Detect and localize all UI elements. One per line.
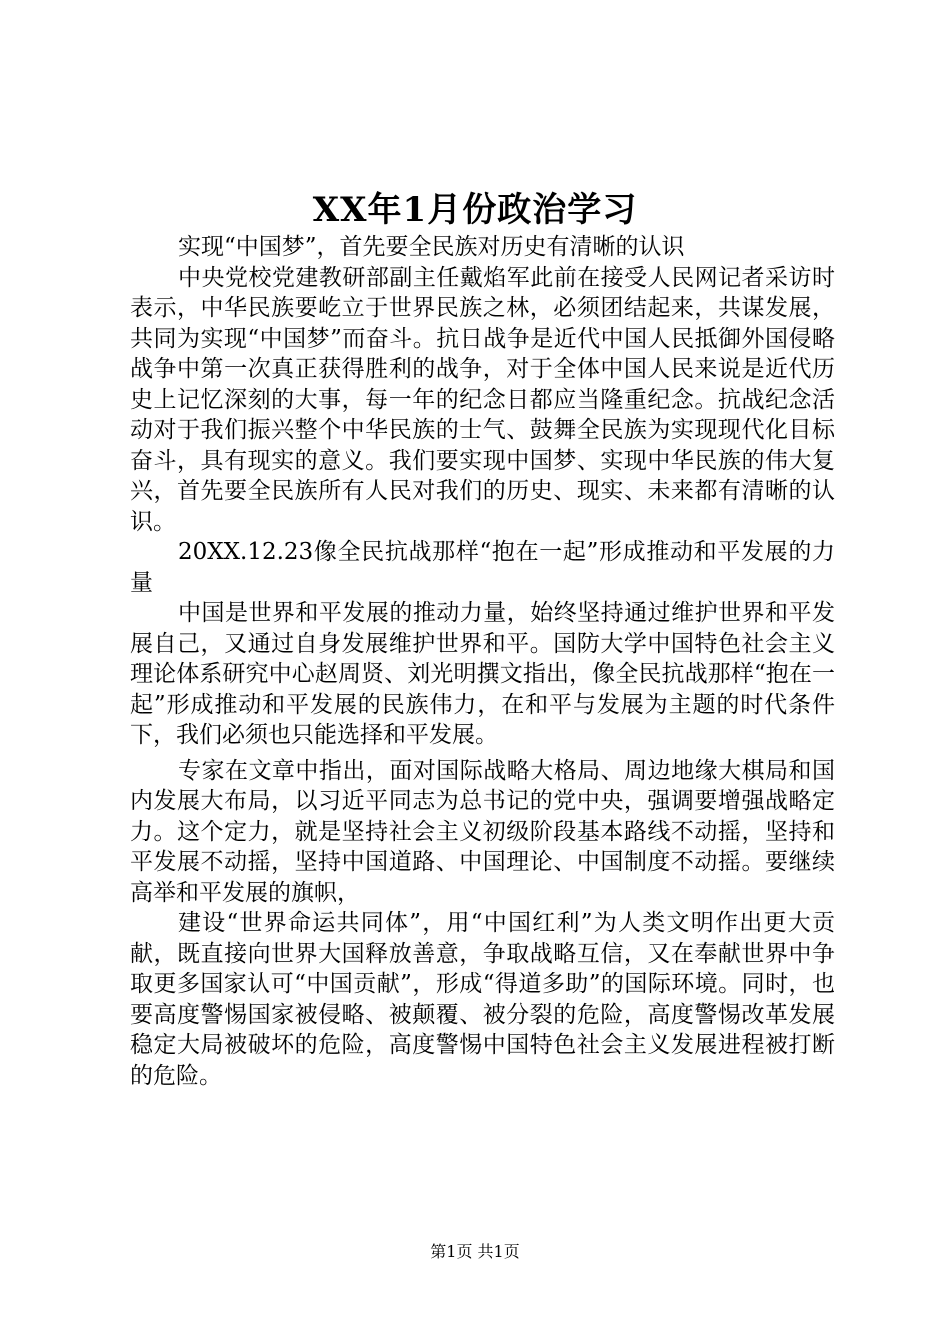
paragraph-peace-development: 中国是世界和平发展的推动力量，始终坚持通过维护世界和平发展自己，又通过自身发展维护世界和平。国防大学中国特色社会主义理论体系研究中心赵周贤、刘光明撰文指出，像全民抗战那样“抱在一起”形成推动和平发展的民族伟力，在和平与发展为主题的时代条件下，我们必须也只能选择和平发展。 [130,600,835,748]
paragraph-shared-future: 建设“世界命运共同体”，用“中国红利”为人类文明作出更大贡献，既直接向世界大国释放善意，争取战略互信，又在奉献世界中争取更多国家认可“中国贡献”，形成“得道多助”的国际环境。同时，也要高度警惕国家被侵略、被颠覆、被分裂的危险，高度警惕改革发展稳定大局被破坏的危险，高度警惕中国特色社会主义发展进程被打断的危险。 [130,910,835,1089]
paragraph-heading-china-dream: 实现“中国梦”，首先要全民族对历史有清晰的认识 [178,234,685,260]
document-title: XX年1月份政治学习 [312,190,638,230]
paragraph-strategic-resolve: 专家在文章中指出，面对国际战略大格局、周边地缘大棋局和国内发展大布局，以习近平同志为总书记的党中央，强调要增强战略定力。这个定力，就是坚持社会主义初级阶段基本路线不动摇，坚持和平发展不动摇，坚持中国道路、中国理论、中国制度不动摇。要继续高举和平发展的旗帜， [130,757,835,906]
paragraph-heading-peace-force: 20XX.12.23像全民抗战那样“抱在一起”形成推动和平发展的力量 [130,539,835,596]
paragraph-dai-yanjun: 中央党校党建教研部副主任戴焰军此前在接受人民网记者采访时表示，中华民族要屹立于世界民族之林，必须团结起来，共谋发展，共同为实现“中国梦”而奋斗。抗日战争是近代中国人民抵御外国侵略战争中第一次真正获得胜利的战争，对于全体中国人民来说是近代历史上记忆深刻的大事，每一年的纪念日都应当隆重纪念。抗战纪念活动对于我们振兴整个中华民族的士气、鼓舞全民族为实现现代化目标奋斗，具有现实的意义。我们要实现中国梦、实现中华民族的伟大复兴，首先要全民族所有人民对我们的历史、现实、未来都有清晰的认识。 [130,264,835,535]
page-footer: 第1页 共1页 [430,1242,520,1261]
document-body [130,232,835,1091]
